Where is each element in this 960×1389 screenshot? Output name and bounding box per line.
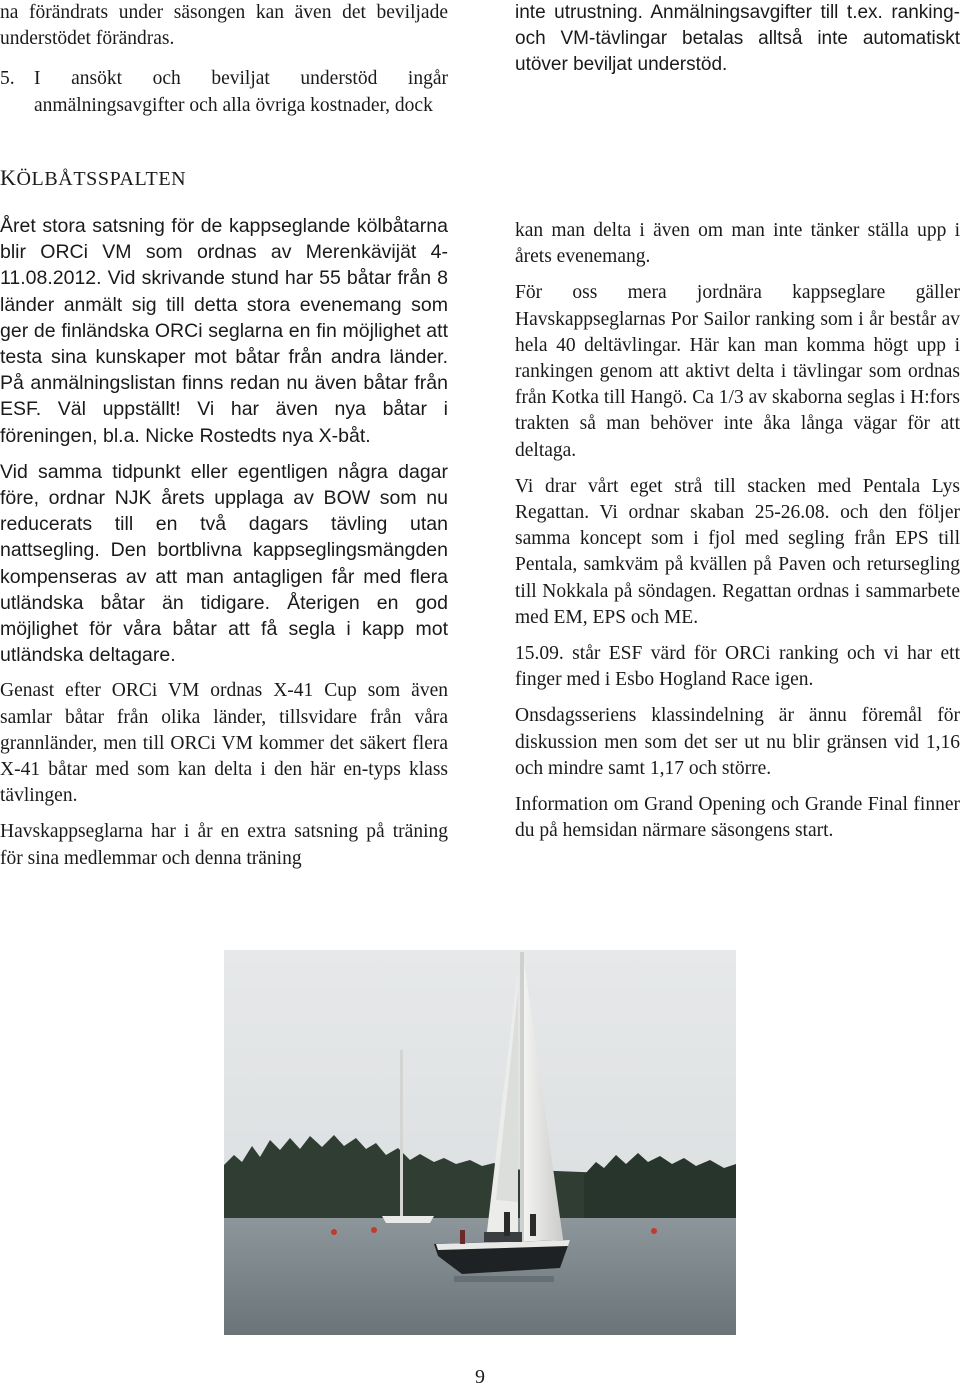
continuation-paragraph: na förändrats under säsongen kan även det beviljade understödet förändras. [0,2,448,50]
list-item-text: I ansökt och beviljat understöd ingår anmälningsavgifter och alla övriga kostnader, dock [34,68,448,116]
list-item-number: 5. [0,68,15,90]
page-number: 9 [475,1366,485,1388]
article-paragraph: Genast efter ORCi VM ordnas X-41 Cup som även samlar båtar från olika länder, tillsvidare från våra grannländer, men till ORCi VM kommer det säkert flera X-41 båtar med som kan delta i den här en-typs klass tävlingen. [0,680,448,807]
article-paragraph: Vi drar vårt eget strå till stacken med Pentala Lys Regattan. Vi ordnar skaban 25-26.08. och den följer samma koncept som i fjol med segling från EPS till Pentala, samkväm på kvällen på Paven och retursegling till Nokkala på söndagen. Regattan ordnas i sammarbete med EM, EPS och ME. [515,475,960,628]
article-paragraph: Information om Grand Opening och Grande Final finner du på hemsidan närmare säsongens start. [515,794,960,842]
list-item-5 [0,66,448,118]
sailboat-photo [224,950,736,1335]
article-left-column [0,213,448,882]
article-paragraph: För oss mera jordnära kappseglare gäller Havskappseglarnas Por Sailor ranking som i år består av hela 40 deltävlingar. Här kan man komma högt upp i rankingen genom att aktivt delta i tävlingar som ordnas från Kotka till Hangö. Ca 1/3 av skaborna seglas i H:fors trakten så man behöver inte åka långa vägar för att deltaga. [515,282,960,461]
article-paragraph: Onsdagsseriens klassindelning är ännu föremål för diskussion men som det ser ut nu blir gränsen vid 1,16 och mindre samt 1,17 och större. [515,705,960,779]
continuation-left-column [0,0,448,119]
article-right-column [515,218,960,854]
article-paragraph: 15.09. står ESF värd för ORCi ranking och vi har ett finger med i Esbo Hogland Race igen. [515,643,960,691]
continuation-paragraph-right: inte utrustning. Anmälningsavgifter till t.ex. ranking- och VM-tävlingar betalas alltså inte automatiskt utöver beviljat understöd. [515,2,960,75]
article-paragraph: Vid samma tidpunkt eller egentligen några dagar före, ordnar NJK årets upplaga av BOW som nu reducerats till en två dagars tävling utan nattsegling. Den bortblivna kappseglingsmängden kompenseras av att man antagligen får med flera utländska båtar än tidigare. Återigen en god möjlighet för våra båtar att få segla i kapp mot utländska deltagare. [0,460,448,667]
section-heading [0,165,186,191]
continuation-right-column [515,0,960,88]
article-paragraph: Året stora satsning för de kappseglande kölbåtarna blir ORCi VM som ordnas av Merenkävijät 4-11.08.2012. Vid skrivande stund har 55 båtar från 8 länder anmält sig till detta stora evenemang som ger de finländska ORCi seglarna en fin möjlighet att testa sina kunskaper mot båtar från andra länder. På anmälningslistan finns redan nu även båtar från ESF. Väl uppställt! Vi har även nya båtar i föreningen, bl.a. Nicke Rostedts nya X-båt. [0,215,448,447]
section-heading-initial: K [0,165,17,190]
article-paragraph: Havskappseglarna har i år en extra satsning på träning för sina medlemmar och denna träning [0,821,448,869]
section-heading-rest: ÖLBÅTSSPALTEN [16,168,187,190]
article-paragraph: kan man delta i även om man inte tänker ställa upp i årets evenemang. [515,220,960,268]
